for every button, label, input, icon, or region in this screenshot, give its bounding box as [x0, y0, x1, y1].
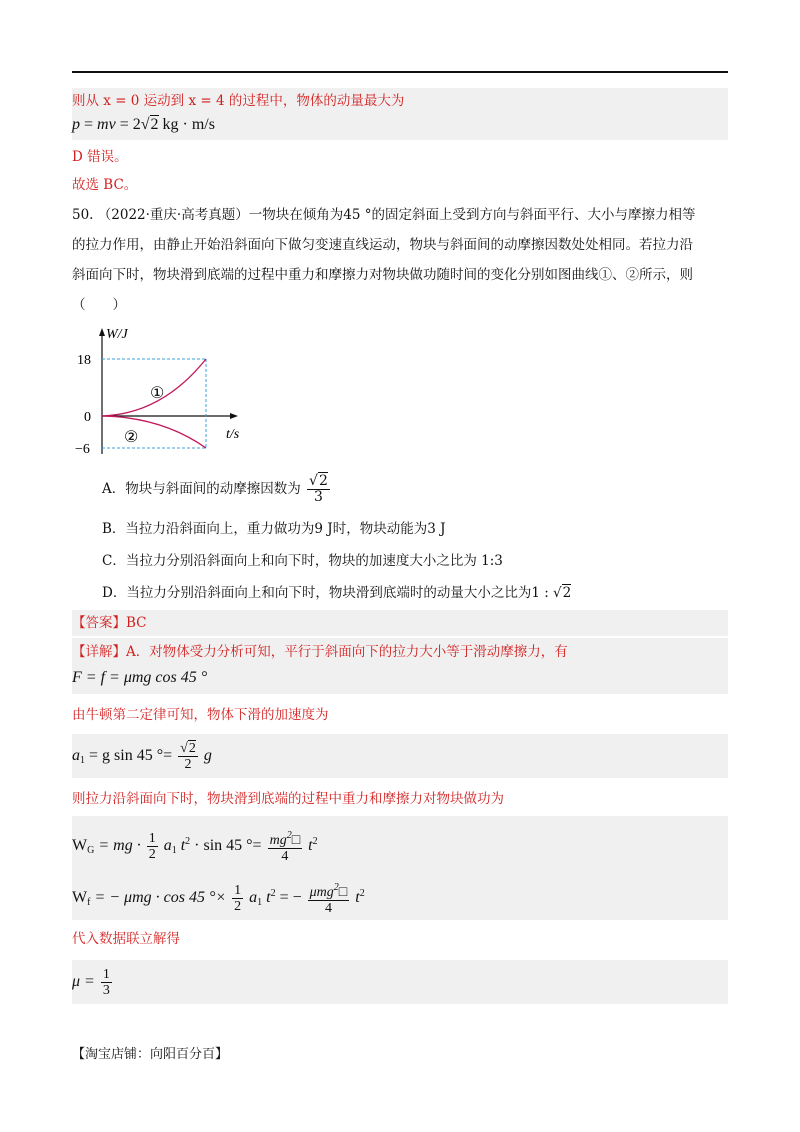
tick-neg6: −6 [75, 442, 90, 457]
question-line-3: 斜面向下时，物块滑到底端的过程中重力和摩擦力对物块做功随时间的变化分别如图曲线①、②所示，则 [72, 267, 693, 283]
question-number: 50. [72, 207, 94, 223]
fraction: $\frac{mg^2□}{4}$ [269, 830, 301, 865]
option-b: B．当拉力沿斜面向上，重力做功为9 J时，物块动能为3 J [102, 521, 446, 537]
friction-work-equation: $W_f$ = − μmg · cos 45 °× $\frac{1}{2}$ $a_1$ $t^2$ = − $\frac{\mu mg^2□}{4}$ $t^2$ [72, 882, 365, 917]
curve-1-label: ① [150, 383, 165, 402]
fraction: $\frac{1}{2}$ [234, 882, 242, 914]
fraction: $\frac{√2}{2}$ [180, 740, 196, 772]
curve-2 [102, 416, 206, 448]
footer-shop-name: 【淘宝店铺：向阳百分百】 [72, 1047, 229, 1062]
acceleration-equation: $a_1 = g$ sin 45 °= $\frac{√2}{2}$ g [72, 734, 728, 778]
prev-line: 则从 x = 0 运动到 x = 4 的过程中，物体的动量最大为 [72, 93, 405, 109]
gravity-work-equation: $W_G$ = mg · $\frac{1}{2}$ $a_1$ $t^2 \cdot \sin 45$ °= $\frac{mg^2□}{4}$ $t^2$ [72, 830, 318, 865]
y-axis-arrow [99, 328, 105, 336]
fraction: $\frac{√2}{3}$ [309, 473, 328, 505]
y-axis-label: W/J [106, 327, 128, 342]
momentum-equation: p = mv = 2√2 kg · m/s [72, 116, 215, 133]
fraction: $\frac{\mu mg^2□}{4}$ [309, 882, 348, 917]
tick-0: 0 [84, 410, 91, 425]
question-source: （2022·重庆·高考真题） [97, 207, 249, 223]
tick-18: 18 [77, 353, 91, 368]
detail-block [72, 638, 728, 694]
prev-solution-block [72, 88, 728, 140]
curve-2-label: ② [124, 427, 139, 446]
d-wrong-text: D 错误。 [72, 149, 128, 165]
option-c: C．当拉力分别沿斜面向上和向下时，物块的加速度大小之比为 1:3 [102, 553, 503, 569]
question-blank: （ ） [72, 297, 126, 313]
fraction: $\frac{1}{2}$ [148, 830, 156, 862]
work-time-graph [72, 324, 272, 464]
question-text-1: 一物块在倾角为45 °的固定斜面上受到方向与斜面平行、大小与摩擦力相等 [248, 207, 696, 223]
fraction: $\frac{1}{3}$ [102, 966, 110, 998]
option-a: A．物块与斜面间的动摩擦因数为 $\frac{√2}{3}$ [102, 473, 328, 505]
graph-svg [72, 324, 272, 464]
question-line-1 [72, 204, 728, 226]
document-body [72, 88, 728, 1004]
answer-block [72, 610, 728, 636]
step-3-text: 则拉力沿斜面向下时，物块滑到底端的过程中重力和摩擦力对物块做功为 [72, 791, 504, 807]
friction-equation: F = f = μmg cos 45 ° [72, 669, 208, 686]
x-axis-arrow [230, 413, 238, 419]
conclusion-text: 故选 BC。 [72, 177, 138, 193]
step-4-text: 代入数据联立解得 [72, 931, 180, 947]
answer-label: 【答案】BC [72, 615, 147, 631]
mu-result-equation: μ = $\frac{1}{3}$ [72, 960, 728, 1004]
detail-text: 【详解】A．对物体受力分析可知，平行于斜面向下的拉力大小等于滑动摩擦力，有 [72, 644, 568, 660]
x-axis-label: t/s [226, 427, 240, 442]
header-rule [72, 71, 728, 73]
work-equations-block [72, 816, 728, 920]
option-d: D．当拉力分别沿斜面向上和向下时，物块滑到底端时的动量大小之比为1 : √2 [102, 585, 572, 601]
question-line-2: 的拉力作用，由静止开始沿斜面向下做匀变速直线运动，物块与斜面间的动摩擦因数处处相同。若拉力沿 [72, 237, 693, 253]
step-2-text: 由牛顿第二定律可知，物体下滑的加速度为 [72, 707, 329, 723]
